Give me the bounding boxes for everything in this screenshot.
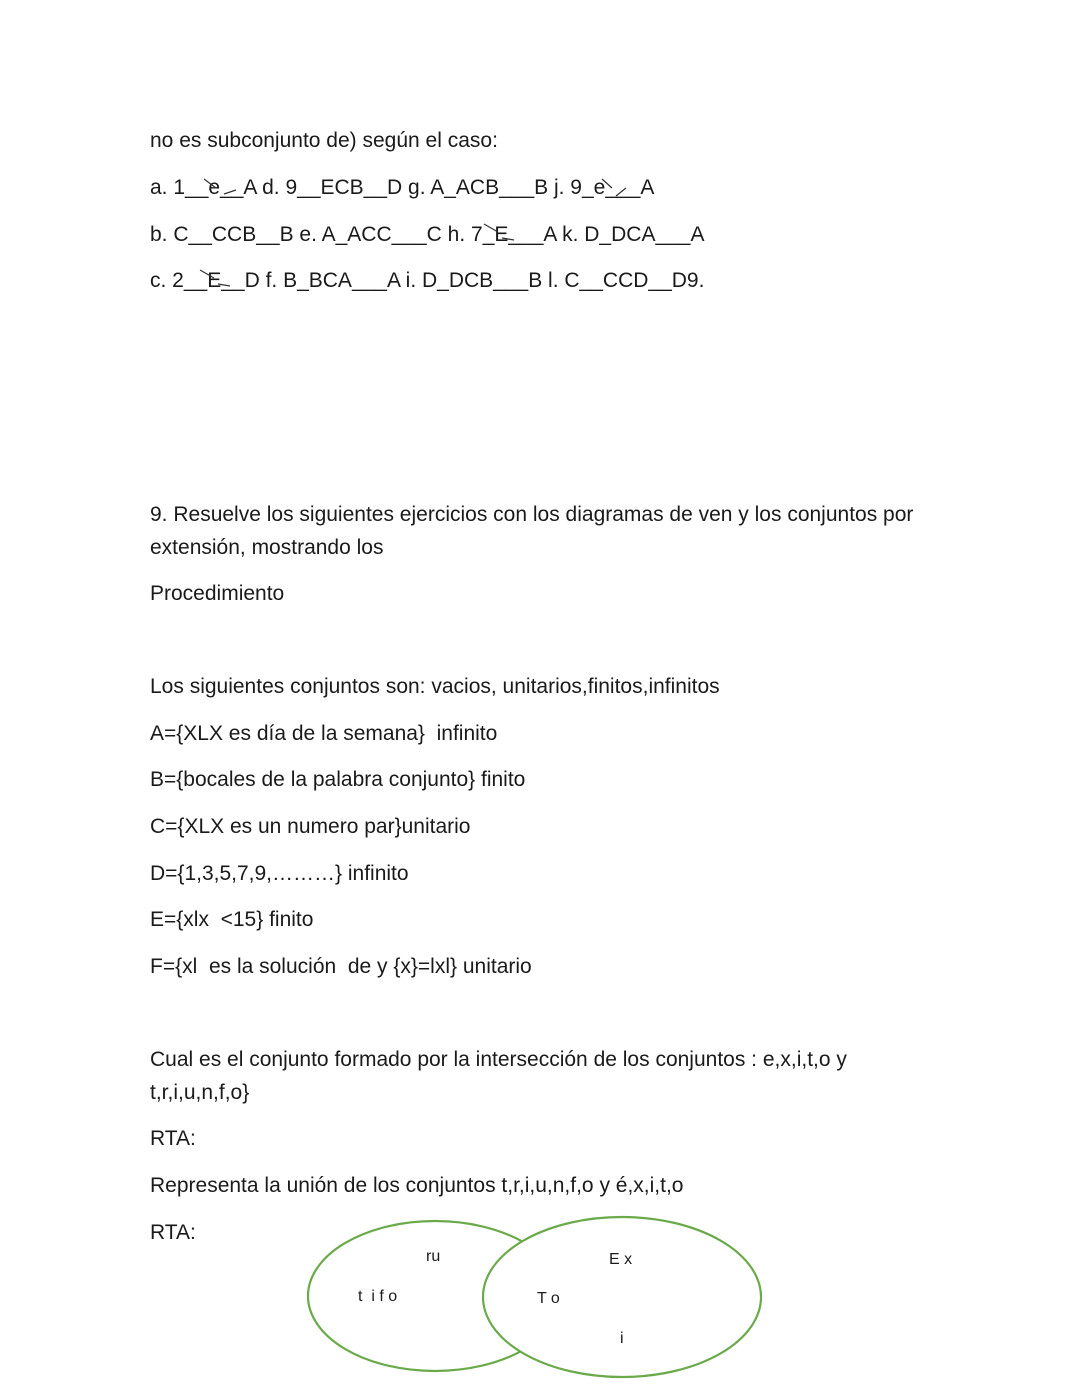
exercise-row-c: c. 2__E__D f. B_BCA___A i. D_DCB___B l. C__CCD__D9. xyxy=(150,269,705,292)
set-item-c: C={XLX es un numero par}unitario xyxy=(150,815,471,838)
venn-label-left-mid: t i f o xyxy=(358,1288,398,1305)
sets-heading: Los siguientes conjuntos son: vacios, unitarios,finitos,infinitos xyxy=(150,675,720,698)
procedure-label: Procedimiento xyxy=(150,582,285,605)
set-item-e: E={xlx <15} finito xyxy=(150,908,314,931)
venn-label-right-top: E x xyxy=(609,1251,633,1268)
union-question: Representa la unión de los conjuntos t,r,i,u,n,f,o y é,x,i,t,o xyxy=(150,1174,684,1197)
exercise-row-a: a. 1__e__A d. 9__ECB__D g. A_ACB___B j. 9_e___A xyxy=(150,176,655,199)
set-item-a: A={XLX es día de la semana} infinito xyxy=(150,722,498,745)
strike-mark xyxy=(200,176,240,200)
exercise-row-b: b. C__CCB__B e. A_ACC___C h. 7_E___A k. D_DCA___A xyxy=(150,223,705,246)
venn-label-right-bottom: i xyxy=(620,1330,624,1347)
set-item-f: F={xl es la solución de y {x}=lxl} unitario xyxy=(150,955,532,978)
intersection-answer-label: RTA: xyxy=(150,1127,196,1150)
question-9: 9. Resuelve los siguientes ejercicios con los diagramas de ven y los conjuntos por extensión, mostrando los xyxy=(150,503,914,559)
venn-label-center: T o xyxy=(537,1290,560,1307)
venn-label-left-top: ru xyxy=(426,1248,441,1265)
set-item-d: D={1,3,5,7,9,………} infinito xyxy=(150,862,409,885)
union-answer-label: RTA: xyxy=(150,1221,196,1244)
intersection-question: Cual es el conjunto formado por la intersección de los conjuntos : e,x,i,t,o y t,r,i,u,n,f,o} xyxy=(150,1048,847,1104)
venn-diagram xyxy=(300,1210,770,1390)
set-item-b: B={bocales de la palabra conjunto} finito xyxy=(150,768,526,791)
strike-mark xyxy=(480,220,520,244)
venn-right-set xyxy=(483,1217,761,1377)
strike-mark xyxy=(598,176,638,200)
strike-mark xyxy=(196,266,236,290)
intro-line: no es subconjunto de) según el caso: xyxy=(150,129,498,152)
